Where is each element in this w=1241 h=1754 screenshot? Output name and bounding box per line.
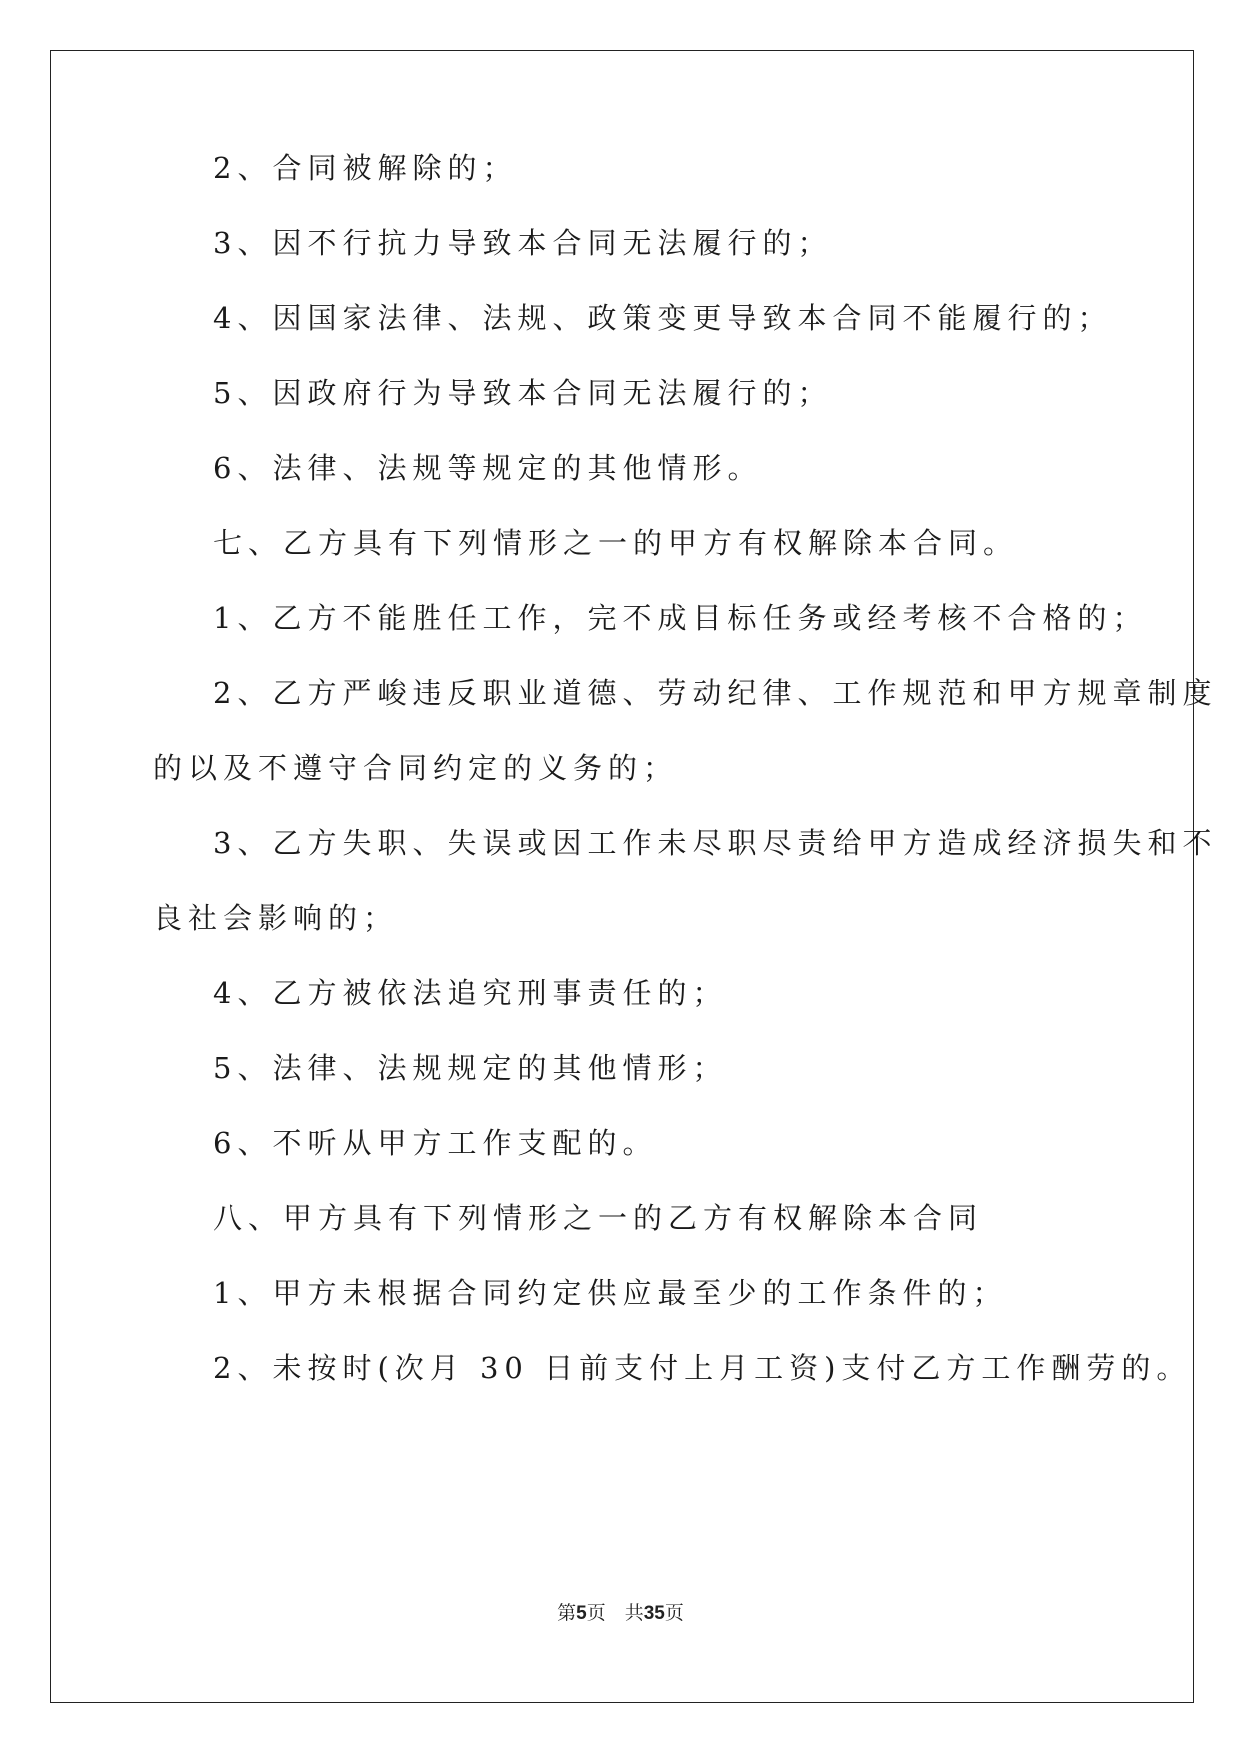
text-line: 6、法律、法规等规定的其他情形。 (213, 451, 763, 485)
text-line: 2、合同被解除的； (213, 151, 518, 185)
page-number: 5 (576, 1603, 587, 1624)
section-heading: 七、乙方具有下列情形之一的甲方有权解除本合同。 (213, 526, 1019, 560)
text-line-continuation: 的以及不遵守合同约定的义务的； (153, 751, 679, 785)
text-line: 6、不听从甲方工作支配的。 (213, 1126, 658, 1160)
text-line: 1、甲方未根据合同约定供应最至少的工作条件的； (213, 1276, 1008, 1310)
text-line: 2、乙方严峻违反职业道德、劳动纪律、工作规范和甲方规章制度 (213, 676, 1218, 710)
text-line: 4、因国家法律、法规、政策变更导致本合同不能履行的； (213, 301, 1113, 335)
section-heading: 八、甲方具有下列情形之一的乙方有权解除本合同 (213, 1201, 984, 1235)
text-line: 4、乙方被依法追究刑事责任的； (213, 976, 728, 1010)
text-line-continuation: 良社会影响的； (153, 901, 399, 935)
text-line: 2、未按时(次月 30 日前支付上月工资)支付乙方工作酬劳的。 (213, 1351, 1192, 1385)
text-line: 3、因不行抗力导致本合同无法履行的； (213, 226, 833, 260)
page-total: 35 (643, 1603, 665, 1624)
text-line: 5、因政府行为导致本合同无法履行的； (213, 376, 833, 410)
page-footer (0, 1598, 1241, 1625)
page-prefix: 第 (557, 1602, 577, 1624)
text-line: 1、乙方不能胜任工作，完不成目标任务或经考核不合格的； (213, 601, 1148, 635)
text-line: 5、法律、法规规定的其他情形； (213, 1051, 728, 1085)
page-suffix: 页 (664, 1602, 684, 1624)
text-line: 3、乙方失职、失误或因工作未尽职尽责给甲方造成经济损失和不 (213, 826, 1218, 860)
page-mid: 页 共 (586, 1602, 644, 1624)
